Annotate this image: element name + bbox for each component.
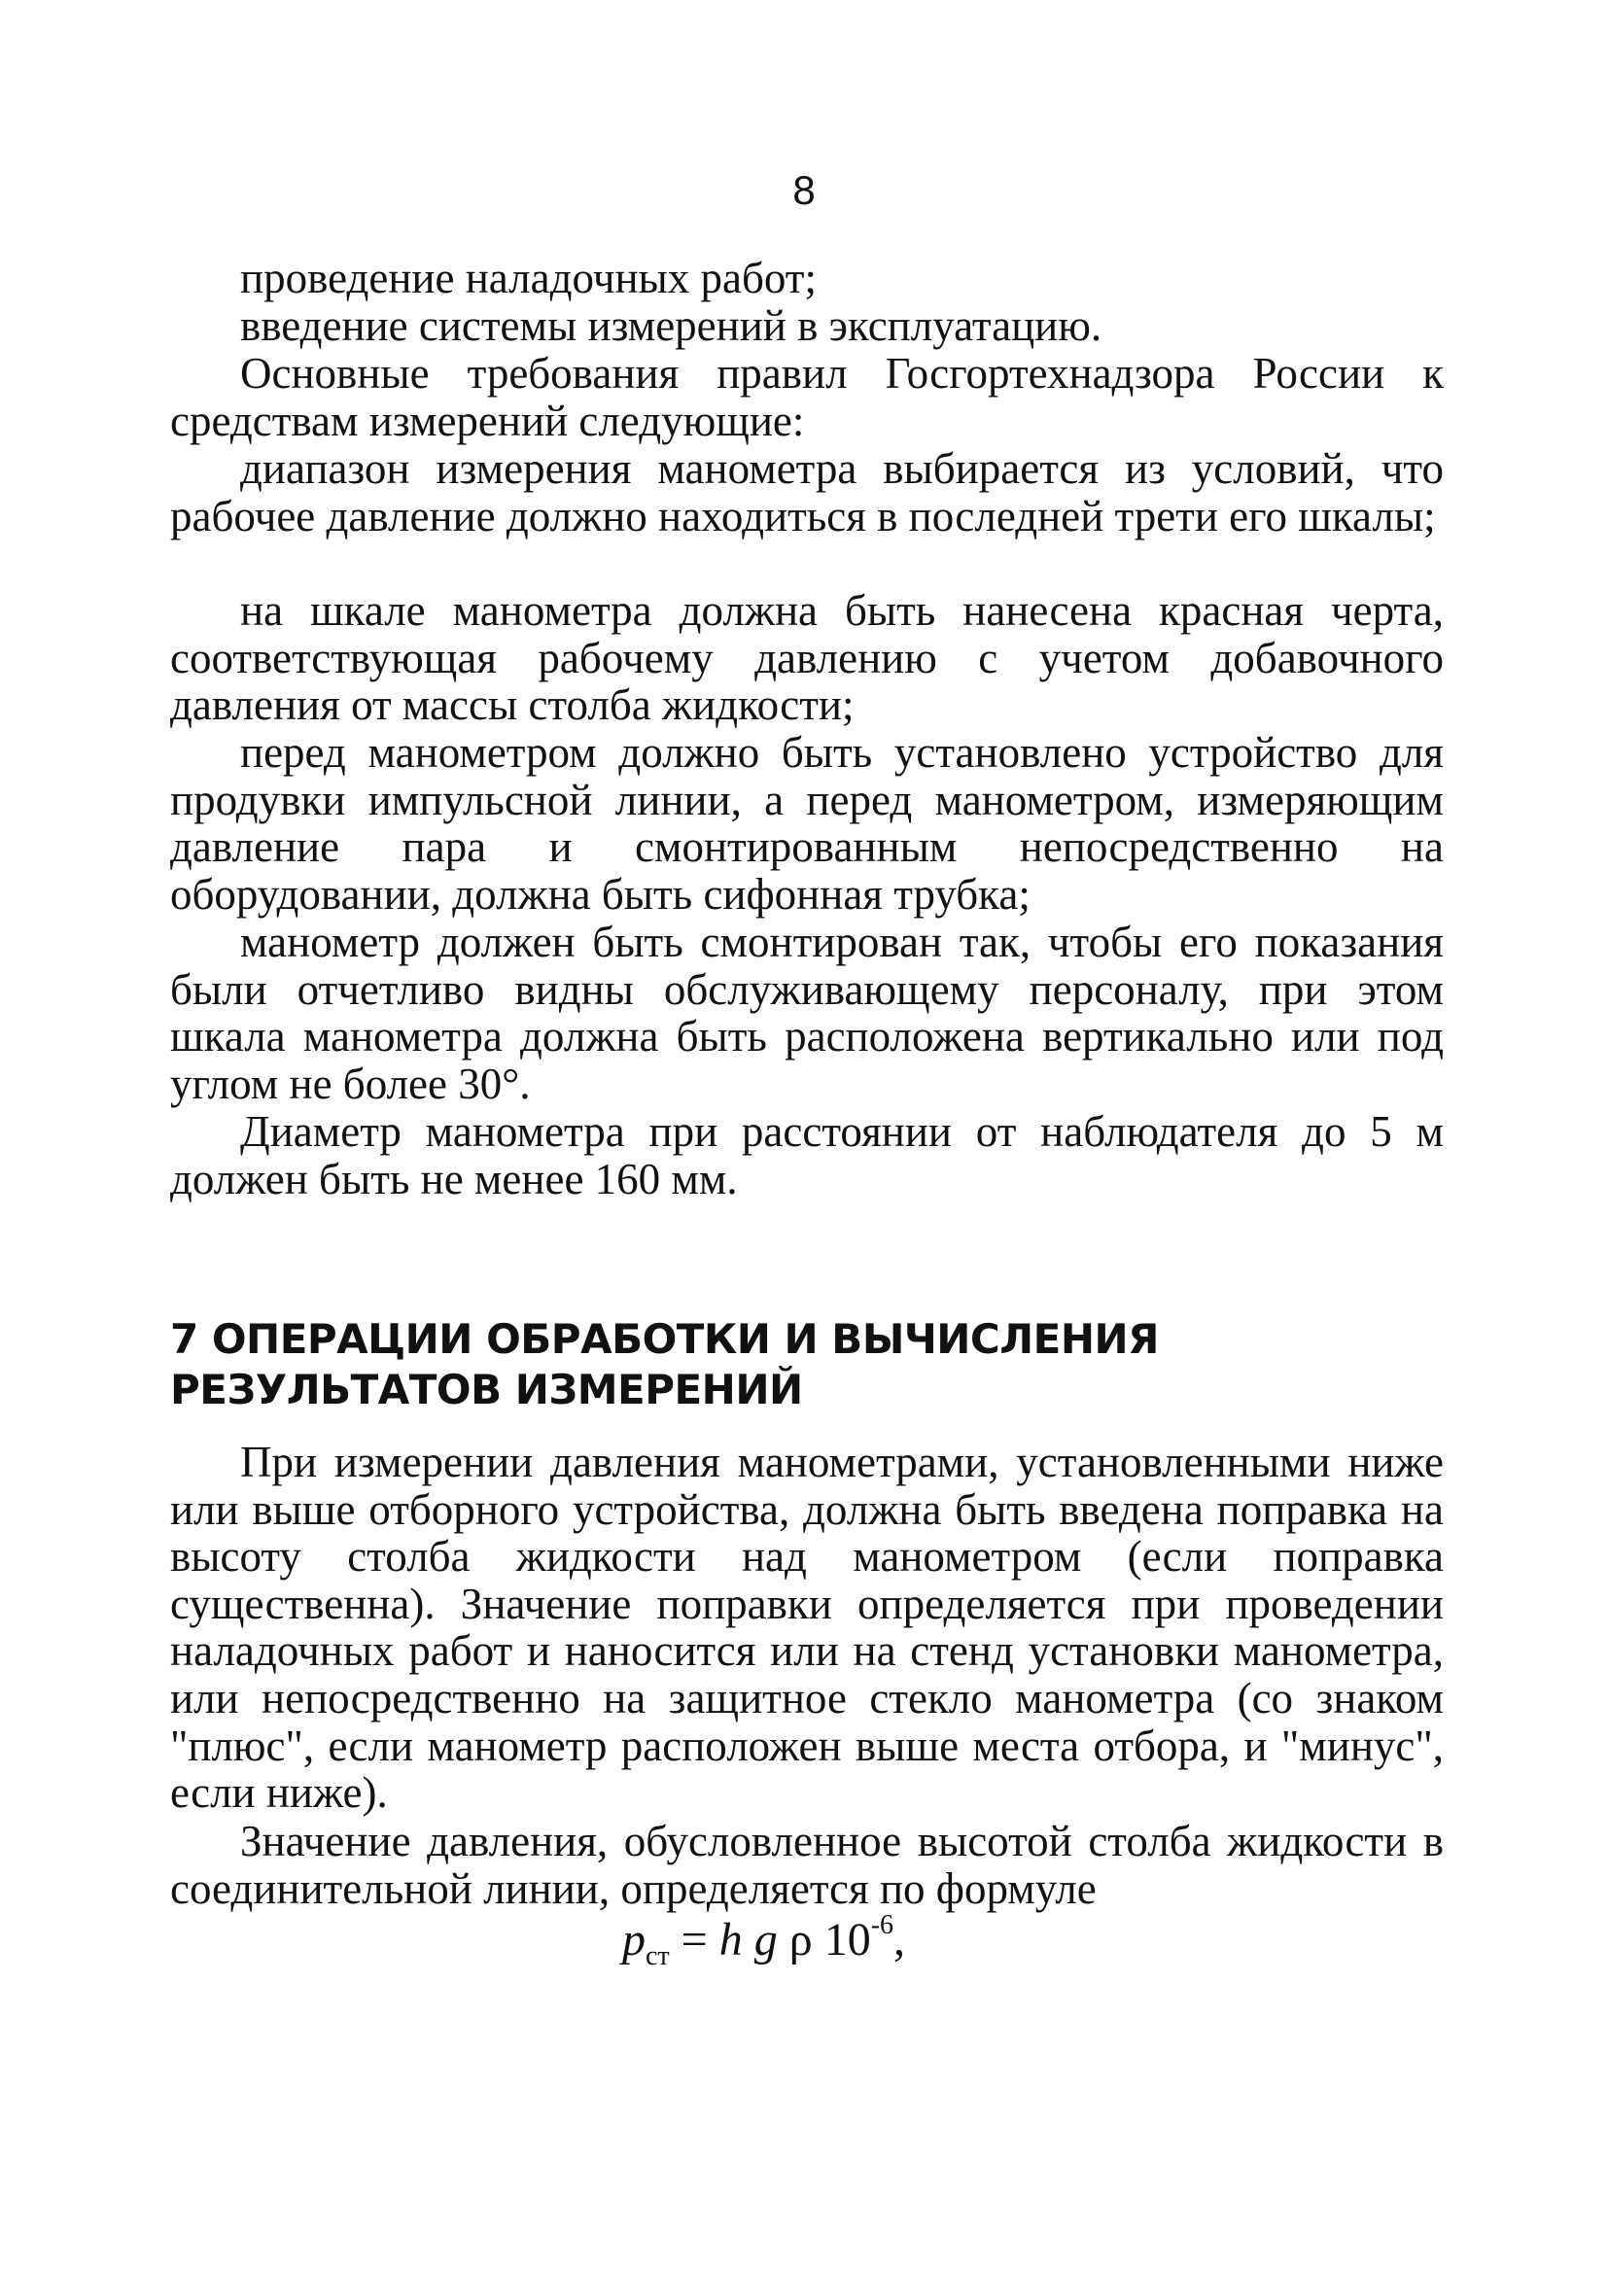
- formula-g: g: [753, 1914, 778, 1966]
- formula-pressure-sub: ст: [646, 1941, 670, 1971]
- formula-h: h: [718, 1914, 743, 1966]
- paragraph-diameter: Диаметр манометра при расстоянии от наблюдателя до 5 м должен быть не менее 160 мм.: [170, 1107, 1444, 1203]
- paragraph-list-item-1: проведение наладочных работ;: [240, 254, 817, 302]
- formula-exponent: -6: [870, 1910, 894, 1940]
- formula-rho: ρ: [788, 1914, 813, 1966]
- paragraph-requirement-red-line: на шкале манометра должна быть нанесена красная черта, соответствующая рабочему давлению с учетом добавочного давления от массы столба жидкости;: [170, 586, 1444, 730]
- formula-pressure-var: p: [622, 1914, 646, 1966]
- paragraph-formula-intro: Значение давления, обусловленное высотой столба жидкости в соединительной линии, определяется по формуле: [170, 1817, 1444, 1913]
- paragraph-requirements-intro: Основные требования правил Госгортехнадзора России к средствам измерений следующие:: [170, 349, 1444, 445]
- formula: [622, 1910, 905, 1972]
- page-number: 8: [792, 167, 816, 213]
- section-heading: 7 ОПЕРАЦИИ ОБРАБОТКИ И ВЫЧИСЛЕНИЯ РЕЗУЛЬТАТОВ ИЗМЕРЕНИЙ: [170, 1315, 1159, 1413]
- formula-power: [823, 1910, 906, 1966]
- paragraph-correction: При измерении давления манометрами, установленными ниже или выше отборного устройства, должна быть введена поправка на высоту столба жидкости над манометром (если поправка существенна). Значение поправки определяется при проведении наладочных работ и наносится или на стенд установки манометра, или непосредственно на защитное стекло манометра (со знаком "плюс", если манометр расположен выше места отбора, и "минус", если ниже).: [170, 1438, 1444, 1818]
- paragraph-requirement-purge-device: перед манометром должно быть установлено устройство для продувки импульсной линии, а перед манометром, измеряющим давление пара и смонтированным непосредственно на оборудовании, должна быть сифонная трубка;: [170, 728, 1444, 919]
- formula-trailing-comma: ,: [893, 1914, 906, 1966]
- paragraph-list-item-2: введение системы измерений в эксплуатацию.: [240, 301, 1102, 350]
- paragraph-requirement-range: диапазон измерения манометра выбирается из условий, что рабочее давление должно находиться в последней трети его шкалы;: [170, 444, 1444, 540]
- formula-equals: =: [681, 1914, 708, 1966]
- formula-base: 10: [823, 1914, 871, 1966]
- paragraph-requirement-mounting: манометр должен быть смонтирован так, чтобы его показания были отчетливо видны обслуживающему персоналу, при этом шкала манометра должна быть расположена вертикально или под углом не более 30°.: [170, 918, 1444, 1108]
